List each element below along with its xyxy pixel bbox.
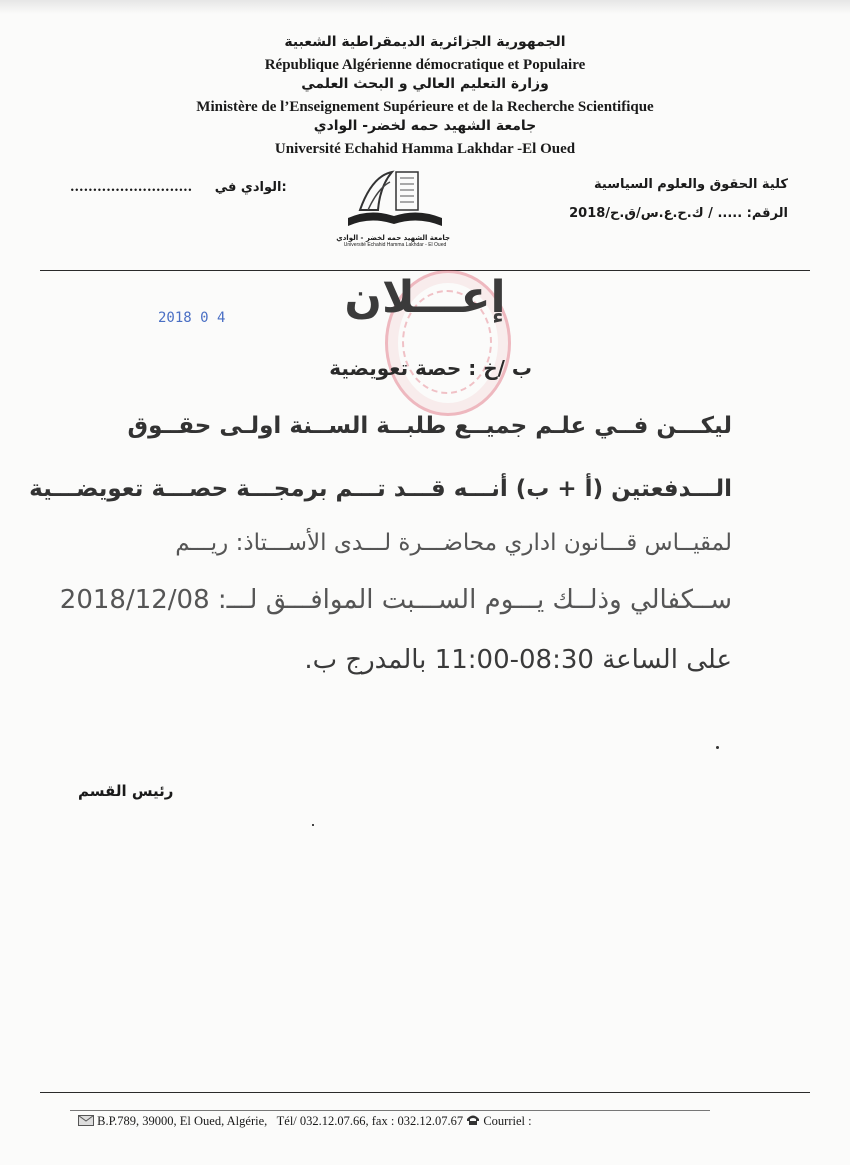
department-head-signature: رئيس القسم [78,782,174,800]
footer-divider-top [40,1092,810,1093]
header-divider [40,270,810,271]
footer-email-label: Courriel : [483,1114,532,1128]
university-logo [336,168,450,248]
notice-line-1: ليكـــن فــي علـم جميــع طلبــة الســنة اولـى حقــوق [127,413,732,439]
logo-name-arabic: جامعة الشهيد حمه لخضر - الوادي [336,234,450,242]
scan-speck [312,824,314,826]
footer-divider-bottom [70,1110,710,1111]
notice-title: إعـــلان [344,272,506,323]
place-date [70,180,287,195]
reference-number: الرقم: ..... / ك.ح.ع.س/ق.ح/2018 [569,206,788,221]
notice-line-5: على الساعة 08:30-11:00 بالمدرج ب. [304,645,732,675]
university-logo-graphic [340,168,450,230]
footer-phone: Tél/ 032.12.07.66, fax : 032.12.07.67 [276,1114,464,1128]
place-date-label: الوادي في: [214,180,287,195]
phone-icon [466,1114,480,1126]
notice-line-4: ســكفالي وذلــك يـــوم الســـبت الموافـــق لـــ: 2018/12/08 [59,585,732,615]
republic-french: République Algérienne démocratique et Populaire [264,57,586,73]
notice-line-3: لمقيــاس قـــانون اداري محاضـــرة لـــدى الأســـتاذ: ريـــم [175,530,732,556]
footer-address: B.P.789, 39000, El Oued, Algérie, [97,1114,268,1128]
university-arabic: جامعة الشهيد حمه لخضر- الوادي [313,118,537,134]
received-date-stamp: 2018 0 4 [158,310,226,326]
notice-line-2: الـــدفعتين (أ + ب) أنـــه قـــد تـــم برمجـــة حصـــة تعويضـــية [29,476,732,502]
scan-top-edge [0,0,850,14]
ministry-french: Ministère de l’Enseignement Supérieure et de la Recherche Scientifique [196,99,654,115]
university-french: Université Echahid Hamma Lakhdar -El Oued [274,141,576,157]
logo-name-french: Université Echahid Hamma Lakhdar - El Oued [343,242,447,248]
scan-dot [716,746,719,749]
notice-subject: ب /خ : حصة تعويضية [329,356,532,380]
faculty-name: كلية الحقوق والعلوم السياسية [594,177,788,192]
ministry-arabic: وزارة التعليم العالي و البحث العلمي [301,76,549,92]
place-date-dots: ........................... [70,180,193,195]
envelope-icon [78,1115,94,1126]
republic-arabic: الجمهورية الجزائرية الديمقراطية الشعبية [284,34,566,50]
footer-contact [78,1114,532,1129]
